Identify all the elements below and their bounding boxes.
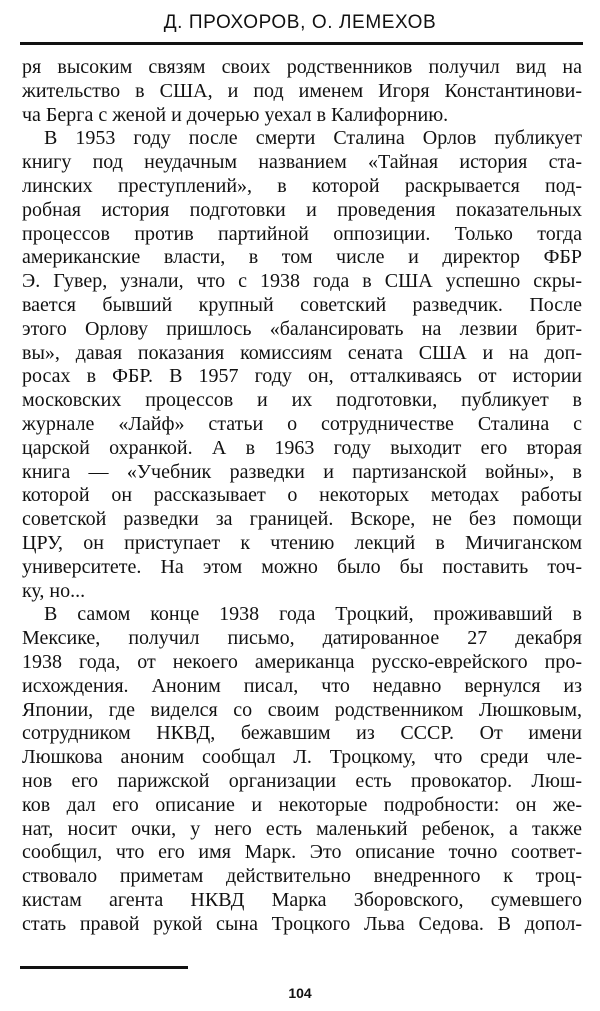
text-line: В самом конце 1938 года Троцкий, проживавший в xyxy=(44,603,582,626)
header-rule xyxy=(20,42,583,45)
text-line: Э. Гувер, узнали, что с 1938 года в США успешно скры- xyxy=(22,270,582,293)
text-line: которой он рассказывает о некоторых методах работы xyxy=(22,484,582,507)
text-line: стать правой рукой сына Троцкого Льва Седова. В допол- xyxy=(22,912,582,935)
text-line: ря высоким связям своих родственников получил вид на xyxy=(22,56,582,78)
text-line: линских преступлений», в которой раскрывается под- xyxy=(22,174,582,197)
text-line: царской охранкой. А в 1963 году выходит его вторая xyxy=(22,436,582,459)
text-line: 1938 года, от некоего американца русско-еврейского про- xyxy=(22,650,582,673)
text-line: журнале «Лайф» статьи о сотрудничестве Сталина с xyxy=(22,412,582,435)
text-line: университете. На этом можно было бы поставить точ- xyxy=(22,555,582,578)
text-line: вы», давая показания комиссиям сената США и на доп- xyxy=(22,341,582,364)
running-head: Д. ПРОХОРОВ, О. ЛЕМЕХОВ xyxy=(163,12,437,33)
text-line: сообщил, что его имя Марк. Это описание точно соответ- xyxy=(22,841,582,864)
text-line: ча Берга с женой и дочерью уехал в Калифорнию. xyxy=(22,103,449,126)
text-line: советской разведки за границей. Вскоре, не без помощи xyxy=(22,508,582,531)
text-line: нат, носит очки, у него есть маленький ребенок, а также xyxy=(22,817,582,840)
text-line: ков дал его описание и некоторые подробности: он же- xyxy=(22,793,582,816)
text-line: кистам агента НКВД Марка Зборовского, сумевшего xyxy=(22,888,582,911)
footnote-rule xyxy=(20,966,188,969)
text-line: американские власти, в том числе и директор ФБР xyxy=(22,246,582,269)
text-line: В 1953 году после смерти Сталина Орлов публикует xyxy=(44,127,582,150)
text-line: Люшкова аноним сообщал Л. Троцкому, что среди чле- xyxy=(22,746,582,769)
body-text xyxy=(22,56,582,936)
text-line: ку, но... xyxy=(22,579,86,602)
text-line: вается бывший крупный советский разведчик. После xyxy=(22,293,582,316)
text-line: московских процессов и их подготовки, публикует в xyxy=(22,389,582,412)
text-line: ствовало приметам действительно внедренного к троц- xyxy=(22,865,582,888)
text-line: робная история подготовки и проведения показательных xyxy=(22,198,582,221)
text-line: исхождения. Аноним писал, что недавно вернулся из xyxy=(22,674,582,697)
text-line: росах в ФБР. В 1957 году он, отталкиваясь от истории xyxy=(22,365,582,388)
text-line: этого Орлову пришлось «балансировать на лезвии брит- xyxy=(22,317,582,340)
text-line: Японии, где виделся со своим родственником Люшковым, xyxy=(22,698,582,721)
text-line: процессов против партийной оппозиции. Только тогда xyxy=(22,222,582,245)
text-line: жительство в США, и под именем Игоря Константинови- xyxy=(22,79,582,102)
text-line: Мексике, получил письмо, датированное 27 декабря xyxy=(22,627,582,650)
text-line: книгу под неудачным названием «Тайная история ста- xyxy=(22,151,582,174)
text-line: нов его парижской организации есть провокатор. Люш- xyxy=(22,769,582,792)
page-number: 104 xyxy=(288,985,312,1001)
text-line: ЦРУ, он приступает к чтению лекций в Мичиганском xyxy=(22,531,582,554)
text-line: книга — «Учебник разведки и партизанской войны», в xyxy=(22,460,582,483)
text-line: сотрудником НКВД, бежавшим из СССР. От имени xyxy=(22,722,582,745)
